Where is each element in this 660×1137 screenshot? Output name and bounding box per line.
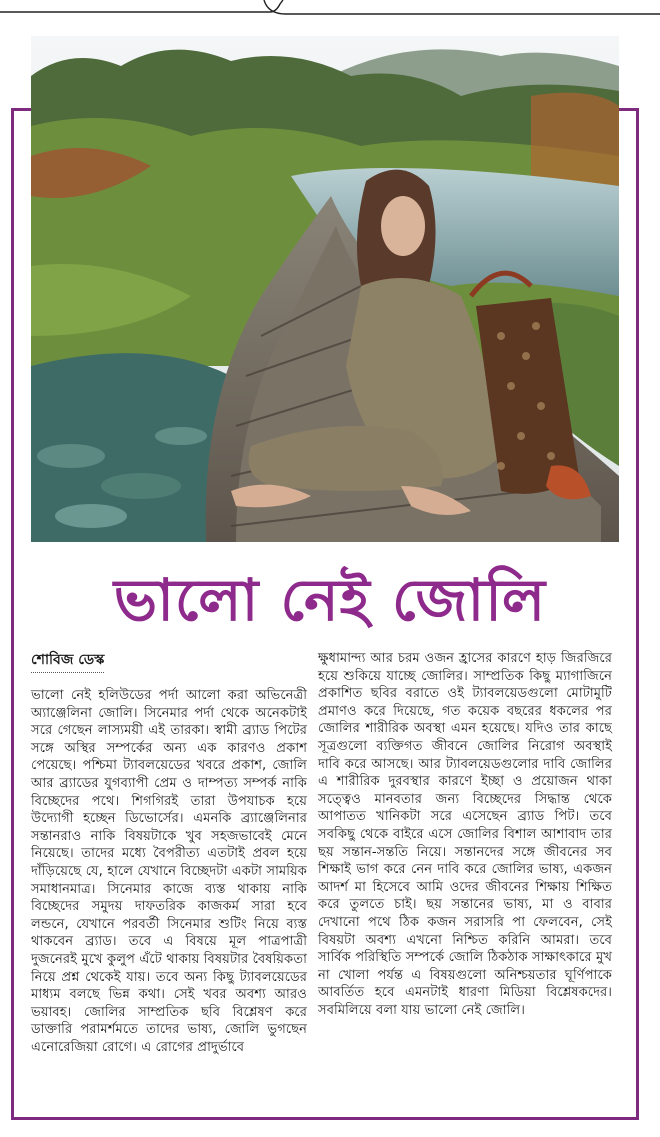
article-photo: [31, 36, 619, 542]
byline: শোবিজ ডেস্ক: [31, 650, 104, 673]
article-body-right: ক্ষুধামান্দ্য আর চরম ওজন হ্রাসের কারণে হাড় জিরজিরে হয়ে শুকিয়ে যাচ্ছে জোলির। সাম্প্রতিক কিছু ম্যাগাজিনে প্রকাশিত ছবির বরাতে ওই ট্যাবলয়েডগুলো মোটামুটি প্রমাণও করে দিয়েছে, গত কয়েক বছরের ধকলের পর জোলির শারীরিক অবস্থা এমন হয়েছে। যদিও তার কাছে সূত্রগুলো ব্যক্তিগত জীবনে জোলির নিরোগ অবস্থাই দাবি করে আসছে। আর ট্যাবলয়েডগুলোর দাবি জোলির এ শারীরিক দুরবস্থার কারণে ইচ্ছা ও প্রয়োজন থাকা সত্ত্বেও মানবতার জন্য বিচ্ছেদের সিদ্ধান্ত থেকে আপাতত খানিকটা সরে এসেছেন ব্র্যাড পিট। তবে সবকিছু থেকে বাইরে এসে জোলির বিশাল আশাবাদ তার ছয় সন্তান-সন্ততি নিয়ে। সন্তানদের সঙ্গে জীবনের সব শিক্ষাই ভাগ করে নেন দাবি করে জোলির ভাষ্য, একজন আদর্শ মা হিসেবে আমি ওদের জীবনের শিক্ষায় শিক্ষিত করে তুলতে চাই। ছয় সন্তানের ভাষ্য, মা ও বাবার দেখানো পথে ঠিক কজন সরাসরি পা ফেলবেন, সেই বিষয়টা অবশ্য এখনো নিশ্চিত করিনি আমরা। তবে সার্বিক পরিস্থিতি সম্পর্কে জোলি ঠিকঠাক সাক্ষাৎকারে মুখ না খোলা পর্যন্ত এ বিষয়গুলো অনিশ্চয়তার ঘূর্ণিপাকে আবর্তিত হবে এমনটাই ধারণা মিডিয়া বিশ্লেষকদের। সবমিলিয়ে বলা যায় ভালো নেই জোলি।: [318, 651, 612, 1018]
top-rule: [0, 0, 660, 20]
article-column-right: [318, 650, 612, 1019]
headline: ভালো নেই জোলি: [113, 566, 547, 634]
article-column-left: [31, 650, 307, 1056]
article-body-left: ভালো নেই হলিউডের পর্দা আলো করা অভিনেত্রী অ্যাঞ্জেলিনা জোলি। সিনেমার পর্দা থেকে অনেকটাই সরে গেছেন লাস্যময়ী এই তারকা। স্বামী ব্র্যাড পিটের সঙ্গে অস্থির সম্পর্কের অন্য এক কারণও প্রকাশ পেয়েছে। পশ্চিমা ট্যাবলয়েডের খবরে প্রকাশ, জোলি আর ব্র্যাডের যুগব্যাপী প্রেম ও দাম্পত্য সম্পর্ক নাকি বিচ্ছেদের পথে। শিগগিরই তারা উপযাচক হয়ে উদ্যোগী হচ্ছেন ডিভোর্সের। এমনকি ব্র্যাঞ্জেলিনার সন্তানরাও নাকি বিষয়টাকে খুব সহজভাবেই মেনে নিয়েছে। তাদের মধ্যে বৈপরীত্য এতটাই প্রবল হয়ে দাঁড়িয়েছে যে, হালে যেখানে বিচ্ছেদটা একটা সাময়িক সমাধানমাত্র। সিনেমার কাজে ব্যস্ত থাকায় নাকি বিচ্ছেদের সমুদয় দাফতরিক কাজকর্ম সারা হবে লন্ডনে, যেখানে পরবর্তী সিনেমার শুটিং নিয়ে ব্যস্ত থাকবেন ব্র্যাড। তবে এ বিষয়ে মূল পাত্রপাত্রী দুজনেরই মুখে কুলুপ এঁটে থাকায় বিষয়টার বৈষয়িকতা নিয়ে প্রশ্ন থেকেই যায়। তবে অন্য কিছু ট্যাবলয়েডের মাধ্যম বলছে ভিন্ন কথা। সেই খবর অবশ্য আরও ভয়াবহ। জোলির সাম্প্রতিক ছবি বিশ্লেষণ করে ডাক্তারি পরামর্শমতে তাদের ভাষ্য, জোলি ভুগছেন এনোরেজিয়া রোগে। এ রোগের প্রাদুর্ভাবে: [31, 688, 307, 1055]
